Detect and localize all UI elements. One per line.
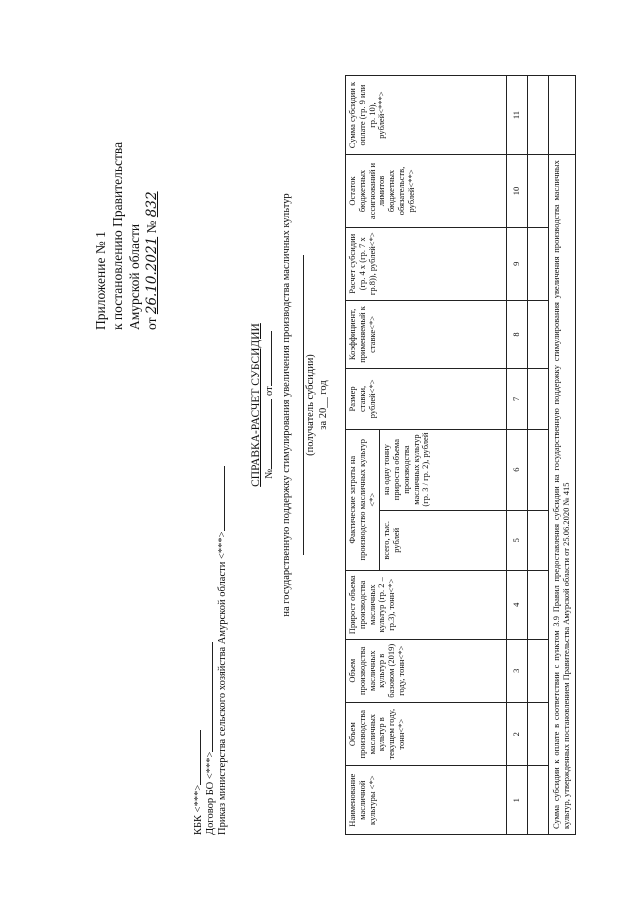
order-line: Приказ министерства сельского хозяйства Амурской области <***>: [217, 466, 229, 835]
header-rate: Размер ставки, рублей<*>: [346, 369, 507, 429]
footer-row: [549, 76, 576, 835]
appendix-date-handwritten: 26.10.2021: [144, 236, 160, 315]
number-date-line: № от: [263, 145, 276, 665]
column-numbers-row: [507, 76, 528, 835]
header-culture: Наименование масличной культуры <*>: [346, 766, 507, 835]
appendix-line-2: к постановлению Правительства: [110, 141, 125, 330]
column-number: 9: [507, 227, 528, 300]
column-number: 3: [507, 639, 528, 702]
header-actual-costs: Фактические затраты на производство масличных культур <*>: [346, 429, 380, 570]
column-number: 4: [507, 570, 528, 639]
document-title: СПРАВКА-РАСЧЕТ СУБСИДИИ: [250, 323, 262, 487]
subsidy-table: [345, 75, 576, 835]
column-number: 2: [507, 702, 528, 765]
empty-data-row: [528, 76, 549, 835]
header-volume-base: Объем производства масличных культур в базовом (2019) году, тонн<*>: [346, 639, 507, 702]
header-volume-current: Объем производства масличных культур в текущем году, тонн<*>: [346, 702, 507, 765]
column-number: 7: [507, 369, 528, 429]
footer-sum-cell: [549, 76, 576, 155]
header-calculation: Расчет субсидии (гр. 4 x (гр. 7 x гр.8)), рублей<*>: [346, 227, 507, 300]
appendix-line-3: Амурской области: [127, 223, 142, 330]
title-block: [250, 145, 330, 665]
column-number: 6: [507, 429, 528, 510]
column-number: 8: [507, 300, 528, 369]
appendix-line-4: [143, 100, 161, 330]
column-number: 1: [507, 766, 528, 835]
kbk-line: КБК <***>: [193, 466, 205, 835]
appendix-number-handwritten: 832: [144, 191, 160, 218]
footer-text: Сумма субсидии к оплате в соответствии с пунктом 3.9 Правил предоставления субсидии на государственную поддержку стимулирования увеличения производства масличных культур, утвержденных постановлением Правительства Амурской области от 25.06.2020 № 415: [549, 155, 576, 835]
column-number: 5: [507, 510, 528, 570]
period-line: за 20__ год: [318, 380, 329, 430]
appendix-date-prefix: от: [144, 317, 159, 330]
header-growth: Прирост объема производства масличных культур (гр. 2 – гр.3), тонн<*>: [346, 570, 507, 639]
column-number: 11: [507, 76, 528, 155]
contract-line: Договор БО <***>: [205, 466, 217, 835]
requisites-block: [193, 466, 229, 835]
header-subsidy-payable: Сумма субсидии к оплате (гр. 9 или гр. 10), рублей<***>: [346, 76, 507, 155]
document-subtitle: на государственную поддержку стимулирования увеличения производства масличных культур: [281, 193, 292, 617]
header-costs-per-ton: на одну тонну прироста объема производства масличных культур (гр. 3 / гр. 2), рублей: [380, 429, 507, 510]
appendix-block: [92, 100, 161, 330]
column-number: 10: [507, 155, 528, 228]
header-costs-total: всего, тыс. рублей: [380, 510, 507, 570]
appendix-line-1: Приложение № 1: [93, 231, 108, 330]
appendix-number-sign: №: [144, 220, 159, 234]
header-row-1: [346, 76, 380, 835]
header-coefficient: Коэффициент, применяемый к ставке<*>: [346, 300, 507, 369]
header-remaining-budget: Остаток бюджетных ассигнований и лимитов бюджетных обязательств, рублей<**>: [346, 155, 507, 228]
recipient-caption: (получатель субсидии): [305, 354, 316, 456]
